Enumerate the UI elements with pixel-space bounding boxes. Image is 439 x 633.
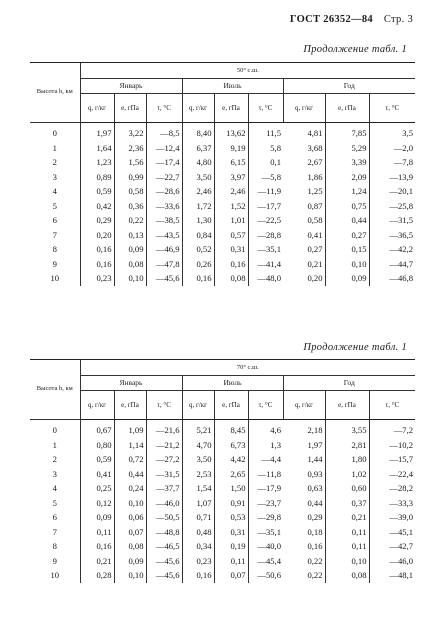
- value-cell: 6,15: [214, 155, 248, 170]
- value-cell: 0,34: [182, 539, 214, 554]
- value-cell: 0,16: [182, 568, 214, 583]
- value-cell: —12,4: [146, 141, 182, 156]
- height-cell: 7: [52, 229, 57, 240]
- january-header: Январь: [80, 376, 182, 391]
- value-cell: 0,99: [114, 170, 146, 185]
- value-cell: 4,42: [214, 452, 248, 467]
- table-row: [30, 242, 415, 257]
- value-cell: —39,0: [369, 510, 415, 525]
- height-header: Высота h, км: [30, 63, 80, 123]
- value-cell: 0,11: [80, 525, 114, 540]
- value-cell: —48,1: [369, 568, 415, 583]
- value-cell: 2,46: [182, 184, 214, 199]
- value-cell: 0,89: [80, 170, 114, 185]
- value-cell: 1,97: [80, 123, 114, 141]
- value-cell: 3,50: [182, 452, 214, 467]
- value-cell: —35,1: [248, 242, 283, 257]
- table-row: [30, 271, 415, 286]
- year-header: Год: [283, 376, 415, 391]
- value-cell: 0,08: [114, 539, 146, 554]
- value-cell: —23,7: [248, 496, 283, 511]
- value-cell: 8,40: [182, 123, 214, 141]
- q-header: q, г/кг: [80, 391, 114, 420]
- table-row: [30, 228, 415, 243]
- height-cell: 5: [52, 200, 57, 211]
- value-cell: —11,8: [248, 467, 283, 482]
- value-cell: 0,44: [325, 213, 369, 228]
- value-cell: 3,68: [307, 142, 323, 153]
- value-cell: 0,36: [114, 199, 146, 214]
- value-cell: —42,7: [369, 539, 415, 554]
- value-cell: 0,09: [114, 242, 146, 257]
- value-cell: —29,8: [248, 510, 283, 525]
- value-cell: 0,10: [325, 257, 369, 272]
- value-cell: 3,97: [214, 170, 248, 185]
- value-cell: 11,5: [248, 123, 283, 141]
- table-row: [30, 568, 415, 583]
- value-cell: 0,41: [80, 467, 114, 482]
- value-cell: 1,64: [80, 141, 114, 156]
- height-cell: 4: [52, 483, 57, 493]
- height-cell: 9: [52, 555, 57, 566]
- value-cell: 0,12: [80, 496, 114, 511]
- table-row: [30, 481, 415, 496]
- value-cell: —33,6: [146, 199, 182, 214]
- e-header: e, гПа: [114, 391, 146, 420]
- q-header: q, г/кг: [283, 94, 325, 123]
- table-row: [30, 496, 415, 511]
- value-cell: 1,97: [307, 439, 323, 450]
- value-cell: 0,80: [80, 438, 114, 453]
- value-cell: —41,4: [248, 257, 283, 272]
- height-cell: 10: [50, 273, 60, 283]
- value-cell: —48,0: [248, 271, 283, 286]
- value-cell: 0,23: [182, 554, 214, 569]
- value-cell: —31,5: [369, 213, 415, 228]
- value-cell: 0,22: [307, 570, 323, 580]
- value-cell: —46,5: [146, 539, 182, 554]
- value-cell: —17,9: [248, 481, 283, 496]
- value-cell: 1,72: [182, 199, 214, 214]
- value-cell: 0,10: [114, 496, 146, 511]
- value-cell: 0,13: [114, 228, 146, 243]
- value-cell: 3,39: [325, 155, 369, 170]
- value-cell: —40,0: [248, 539, 283, 554]
- value-cell: 0,09: [80, 510, 114, 525]
- tau-header: τ, °С: [248, 391, 283, 420]
- latitude-header: 70° с.ш.: [80, 360, 415, 376]
- value-cell: 0,63: [307, 483, 323, 493]
- tau-header: τ, °С: [146, 94, 182, 123]
- value-cell: 7,85: [325, 123, 369, 141]
- value-cell: 0,16: [307, 541, 323, 551]
- value-cell: 0,11: [325, 539, 369, 554]
- table-row: [30, 438, 415, 453]
- value-cell: 0,08: [214, 271, 248, 286]
- value-cell: 3,50: [182, 170, 214, 185]
- value-cell: —22,7: [146, 170, 182, 185]
- value-cell: 1,80: [325, 452, 369, 467]
- standard-number: ГОСТ 26352—84: [289, 14, 373, 25]
- value-cell: —13,9: [369, 170, 415, 185]
- table-row: [30, 525, 415, 540]
- value-cell: 0,91: [214, 496, 248, 511]
- value-cell: 0,72: [114, 452, 146, 467]
- value-cell: 5,29: [325, 141, 369, 156]
- table-row: [30, 123, 415, 141]
- height-header: Высота h, км: [30, 360, 80, 420]
- value-cell: 0,21: [325, 510, 369, 525]
- tau-header: τ, °С: [369, 94, 415, 123]
- value-cell: —46,0: [369, 554, 415, 569]
- value-cell: 0,18: [307, 526, 323, 537]
- value-cell: —31,5: [146, 467, 182, 482]
- value-cell: 3,5: [369, 123, 415, 141]
- tau-header: τ, °С: [248, 94, 283, 123]
- value-cell: 1,24: [325, 184, 369, 199]
- value-cell: —5,8: [248, 170, 283, 185]
- value-cell: 0,20: [307, 273, 323, 283]
- value-cell: 0,41: [307, 229, 323, 240]
- value-cell: 0,52: [182, 242, 214, 257]
- value-cell: —28,8: [248, 228, 283, 243]
- value-cell: 0,31: [214, 525, 248, 540]
- humidity-table-70n: [30, 359, 415, 583]
- height-cell: 4: [52, 186, 57, 196]
- value-cell: 0,11: [325, 525, 369, 540]
- value-cell: 0,20: [80, 228, 114, 243]
- table-row: [30, 539, 415, 554]
- value-cell: 0,58: [114, 184, 146, 199]
- tau-header: τ, °С: [146, 391, 182, 420]
- value-cell: —21,6: [146, 420, 182, 438]
- height-cell: 5: [52, 497, 57, 508]
- value-cell: —17,4: [146, 155, 182, 170]
- value-cell: 0,44: [114, 467, 146, 482]
- value-cell: —7,2: [369, 420, 415, 438]
- table-row: [30, 257, 415, 272]
- value-cell: 0,21: [80, 554, 114, 569]
- table-row: [30, 213, 415, 228]
- value-cell: 0,48: [182, 525, 214, 540]
- value-cell: 0,22: [114, 213, 146, 228]
- height-cell: 8: [52, 541, 57, 551]
- continuation-label-2: Продолжение табл. 1: [303, 342, 407, 353]
- humidity-table-50n: [30, 62, 415, 286]
- value-cell: 0,16: [80, 257, 114, 272]
- value-cell: 0,58: [307, 215, 323, 225]
- value-cell: 0,06: [114, 510, 146, 525]
- table-row: [30, 452, 415, 467]
- value-cell: 3,22: [114, 123, 146, 141]
- value-cell: 0,27: [307, 244, 323, 254]
- value-cell: —25,8: [369, 199, 415, 214]
- e-header: e, гПа: [214, 391, 248, 420]
- height-cell: 10: [50, 570, 60, 580]
- value-cell: 13,62: [214, 123, 248, 141]
- e-header: e, гПа: [214, 94, 248, 123]
- value-cell: —42,2: [369, 242, 415, 257]
- value-cell: —48,8: [146, 525, 182, 540]
- value-cell: —35,1: [248, 525, 283, 540]
- value-cell: —27,2: [146, 452, 182, 467]
- height-cell: 2: [52, 157, 57, 167]
- table-row: [30, 420, 415, 438]
- value-cell: 8,45: [214, 420, 248, 438]
- value-cell: —47,8: [146, 257, 182, 272]
- value-cell: 9,19: [214, 141, 248, 156]
- value-cell: 1,86: [307, 171, 323, 182]
- value-cell: 0,10: [114, 568, 146, 583]
- value-cell: —11,9: [248, 184, 283, 199]
- value-cell: —28,2: [369, 481, 415, 496]
- height-cell: 1: [52, 439, 57, 450]
- july-header: Июль: [182, 79, 283, 94]
- value-cell: 1,02: [325, 467, 369, 482]
- value-cell: 0,71: [182, 510, 214, 525]
- value-cell: 0,87: [307, 200, 323, 211]
- value-cell: 2,53: [182, 467, 214, 482]
- value-cell: 2,81: [325, 438, 369, 453]
- value-cell: 1,01: [214, 213, 248, 228]
- value-cell: —20,1: [369, 184, 415, 199]
- value-cell: 0,27: [325, 228, 369, 243]
- height-cell: 6: [52, 512, 57, 522]
- value-cell: —15,7: [369, 452, 415, 467]
- value-cell: —28,6: [146, 184, 182, 199]
- value-cell: 0,11: [214, 554, 248, 569]
- value-cell: —46,0: [146, 496, 182, 511]
- value-cell: 0,07: [214, 568, 248, 583]
- table-row: [30, 184, 415, 199]
- value-cell: 0,21: [307, 258, 323, 269]
- value-cell: 0,16: [80, 242, 114, 257]
- value-cell: 1,30: [182, 213, 214, 228]
- value-cell: 1,14: [114, 438, 146, 453]
- table-row: [30, 141, 415, 156]
- value-cell: 0,07: [114, 525, 146, 540]
- value-cell: —33,3: [369, 496, 415, 511]
- value-cell: 0,42: [80, 199, 114, 214]
- height-cell: 6: [52, 215, 57, 225]
- value-cell: 2,67: [307, 157, 323, 167]
- value-cell: —46,9: [146, 242, 182, 257]
- value-cell: 4,6: [248, 420, 283, 438]
- q-header: q, г/кг: [182, 391, 214, 420]
- value-cell: —45,6: [146, 554, 182, 569]
- table-row: [30, 467, 415, 482]
- value-cell: 0,59: [80, 184, 114, 199]
- e-header: e, гПа: [325, 94, 369, 123]
- value-cell: 0,31: [214, 242, 248, 257]
- value-cell: 4,81: [307, 128, 323, 138]
- value-cell: 0,25: [80, 481, 114, 496]
- tau-header: τ, °С: [369, 391, 415, 420]
- height-cell: 3: [52, 468, 57, 479]
- value-cell: 0,37: [325, 496, 369, 511]
- page-number: Стр. 3: [383, 14, 413, 25]
- height-cell: 0: [52, 425, 57, 435]
- value-cell: —17,7: [248, 199, 283, 214]
- value-cell: 2,46: [214, 184, 248, 199]
- value-cell: 2,18: [307, 425, 323, 435]
- value-cell: 0,57: [214, 228, 248, 243]
- value-cell: 1,56: [114, 155, 146, 170]
- year-header: Год: [283, 79, 415, 94]
- value-cell: —21,2: [146, 438, 182, 453]
- height-cell: 2: [52, 454, 57, 464]
- value-cell: 0,93: [307, 468, 323, 479]
- height-cell: 7: [52, 526, 57, 537]
- height-cell: 9: [52, 258, 57, 269]
- value-cell: 0,10: [325, 554, 369, 569]
- value-cell: 1,25: [307, 186, 323, 196]
- value-cell: 0,67: [80, 420, 114, 438]
- table-row: [30, 199, 415, 214]
- value-cell: 0,29: [80, 213, 114, 228]
- value-cell: 6,73: [214, 438, 248, 453]
- value-cell: —43,5: [146, 228, 182, 243]
- value-cell: 0,08: [114, 257, 146, 272]
- q-header: q, г/кг: [80, 94, 114, 123]
- value-cell: 0,16: [214, 257, 248, 272]
- value-cell: 0,16: [182, 271, 214, 286]
- value-cell: —45,1: [369, 525, 415, 540]
- value-cell: 1,23: [80, 155, 114, 170]
- value-cell: 0,24: [114, 481, 146, 496]
- value-cell: 0,23: [80, 271, 114, 286]
- value-cell: 0,60: [325, 481, 369, 496]
- value-cell: —22,4: [369, 467, 415, 482]
- table-row: [30, 554, 415, 569]
- value-cell: 0,26: [182, 257, 214, 272]
- page-header: [290, 14, 413, 25]
- value-cell: 2,65: [214, 467, 248, 482]
- value-cell: —8,5: [146, 123, 182, 141]
- q-header: q, г/кг: [283, 391, 325, 420]
- value-cell: 5,8: [248, 141, 283, 156]
- height-cell: 8: [52, 244, 57, 254]
- value-cell: 0,09: [325, 271, 369, 286]
- value-cell: 4,70: [182, 438, 214, 453]
- value-cell: —44,7: [369, 257, 415, 272]
- value-cell: 4,80: [182, 155, 214, 170]
- table-row: [30, 155, 415, 170]
- value-cell: 0,09: [114, 554, 146, 569]
- value-cell: 6,37: [182, 141, 214, 156]
- value-cell: 0,16: [80, 539, 114, 554]
- value-cell: 2,09: [325, 170, 369, 185]
- value-cell: —50,5: [146, 510, 182, 525]
- value-cell: 0,10: [114, 271, 146, 286]
- height-cell: 1: [52, 142, 57, 153]
- e-header: e, гПа: [114, 94, 146, 123]
- value-cell: 3,55: [325, 420, 369, 438]
- table-row: [30, 170, 415, 185]
- q-header: q, г/кг: [182, 94, 214, 123]
- value-cell: 1,07: [182, 496, 214, 511]
- value-cell: —2,0: [369, 141, 415, 156]
- january-header: Январь: [80, 79, 182, 94]
- height-cell: 3: [52, 171, 57, 182]
- table-row: [30, 510, 415, 525]
- value-cell: —38,5: [146, 213, 182, 228]
- continuation-label-1: Продолжение табл. 1: [303, 44, 407, 55]
- value-cell: 0,29: [307, 512, 323, 522]
- latitude-header: 50° с.ш.: [80, 63, 415, 79]
- value-cell: —22,5: [248, 213, 283, 228]
- value-cell: 0,28: [80, 568, 114, 583]
- value-cell: 0,53: [214, 510, 248, 525]
- value-cell: 5,21: [182, 420, 214, 438]
- july-header: Июль: [182, 376, 283, 391]
- value-cell: —4,4: [248, 452, 283, 467]
- value-cell: 1,3: [248, 438, 283, 453]
- value-cell: —45,6: [146, 568, 182, 583]
- value-cell: —45,6: [146, 271, 182, 286]
- value-cell: 0,22: [307, 555, 323, 566]
- value-cell: —45,4: [248, 554, 283, 569]
- value-cell: 1,50: [214, 481, 248, 496]
- value-cell: —50,6: [248, 568, 283, 583]
- value-cell: 1,44: [307, 454, 323, 464]
- value-cell: 1,54: [182, 481, 214, 496]
- value-cell: 0,15: [325, 242, 369, 257]
- value-cell: 0,1: [248, 155, 283, 170]
- value-cell: —37,7: [146, 481, 182, 496]
- value-cell: —36,5: [369, 228, 415, 243]
- value-cell: 0,08: [325, 568, 369, 583]
- value-cell: —7,8: [369, 155, 415, 170]
- value-cell: 0,75: [325, 199, 369, 214]
- value-cell: 1,52: [214, 199, 248, 214]
- value-cell: 0,44: [307, 497, 323, 508]
- height-cell: 0: [52, 128, 57, 138]
- value-cell: 0,59: [80, 452, 114, 467]
- value-cell: 1,09: [114, 420, 146, 438]
- value-cell: —46,8: [369, 271, 415, 286]
- value-cell: 0,84: [182, 228, 214, 243]
- value-cell: 0,19: [214, 539, 248, 554]
- value-cell: 2,36: [114, 141, 146, 156]
- value-cell: —10,2: [369, 438, 415, 453]
- e-header: e, гПа: [325, 391, 369, 420]
